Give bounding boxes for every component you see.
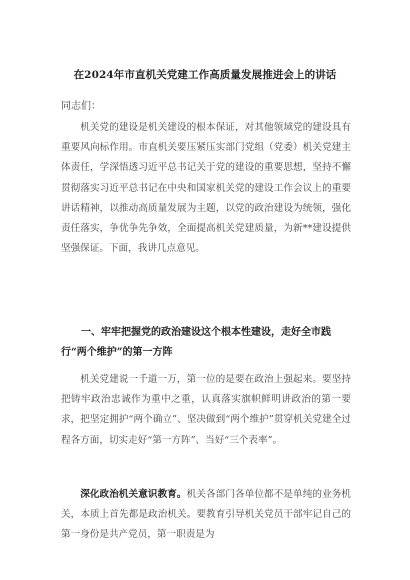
subsection-lead: 深化政治机关意识教育。	[80, 489, 187, 500]
intro-paragraph: 机关党的建设是机关建设的根本保证，对其他领域党的建设具有重要风向标作用。市直机关要压紧压实部门党组（党委）机关党建主体责任，学深悟透习近平总书记关于党的建设的重要思想，坚持不懈贯彻落实习近平总书记在中央和国家机关党的建设工作会议上的重要讲话精神，以推动高质量发展为主题，以党的政治建设为统领，强化责任落实，争优争先争效，全面提高机关党建质量，为新**建设提供坚强保证。下面，我讲几点意见。	[61, 122, 351, 255]
subsection-paragraph	[61, 485, 351, 575]
subsection-text: 机关各部门各单位都不是单纯的业务机关，本质上首先都是政治机关。要教育引导机关党员干部牢记自己的第一身份是共产党员，第一职责是为	[61, 489, 352, 541]
document-title: 在2024年市直机关党建工作高质量发展推进会上的讲话	[73, 69, 337, 81]
salutation: 同志们：	[61, 101, 101, 112]
section-heading-1: 一、牢牢把握党的政治建设这个根本性建设，走好全市践行“两个维护”的第一方阵	[61, 327, 331, 358]
section-1-paragraph: 机关党建说一千道一万，第一位的是要在政治上强起来。要坚持把铸牢政治忠诚作为重中之重，认真落实旗帜鲜明讲政治的第一要求，把坚定拥护“两个确立”、坚决做到“两个维护”贯穿机关党建全过程各方面，切实走好“第一方阵”、当好“三个表率”。	[61, 374, 351, 446]
